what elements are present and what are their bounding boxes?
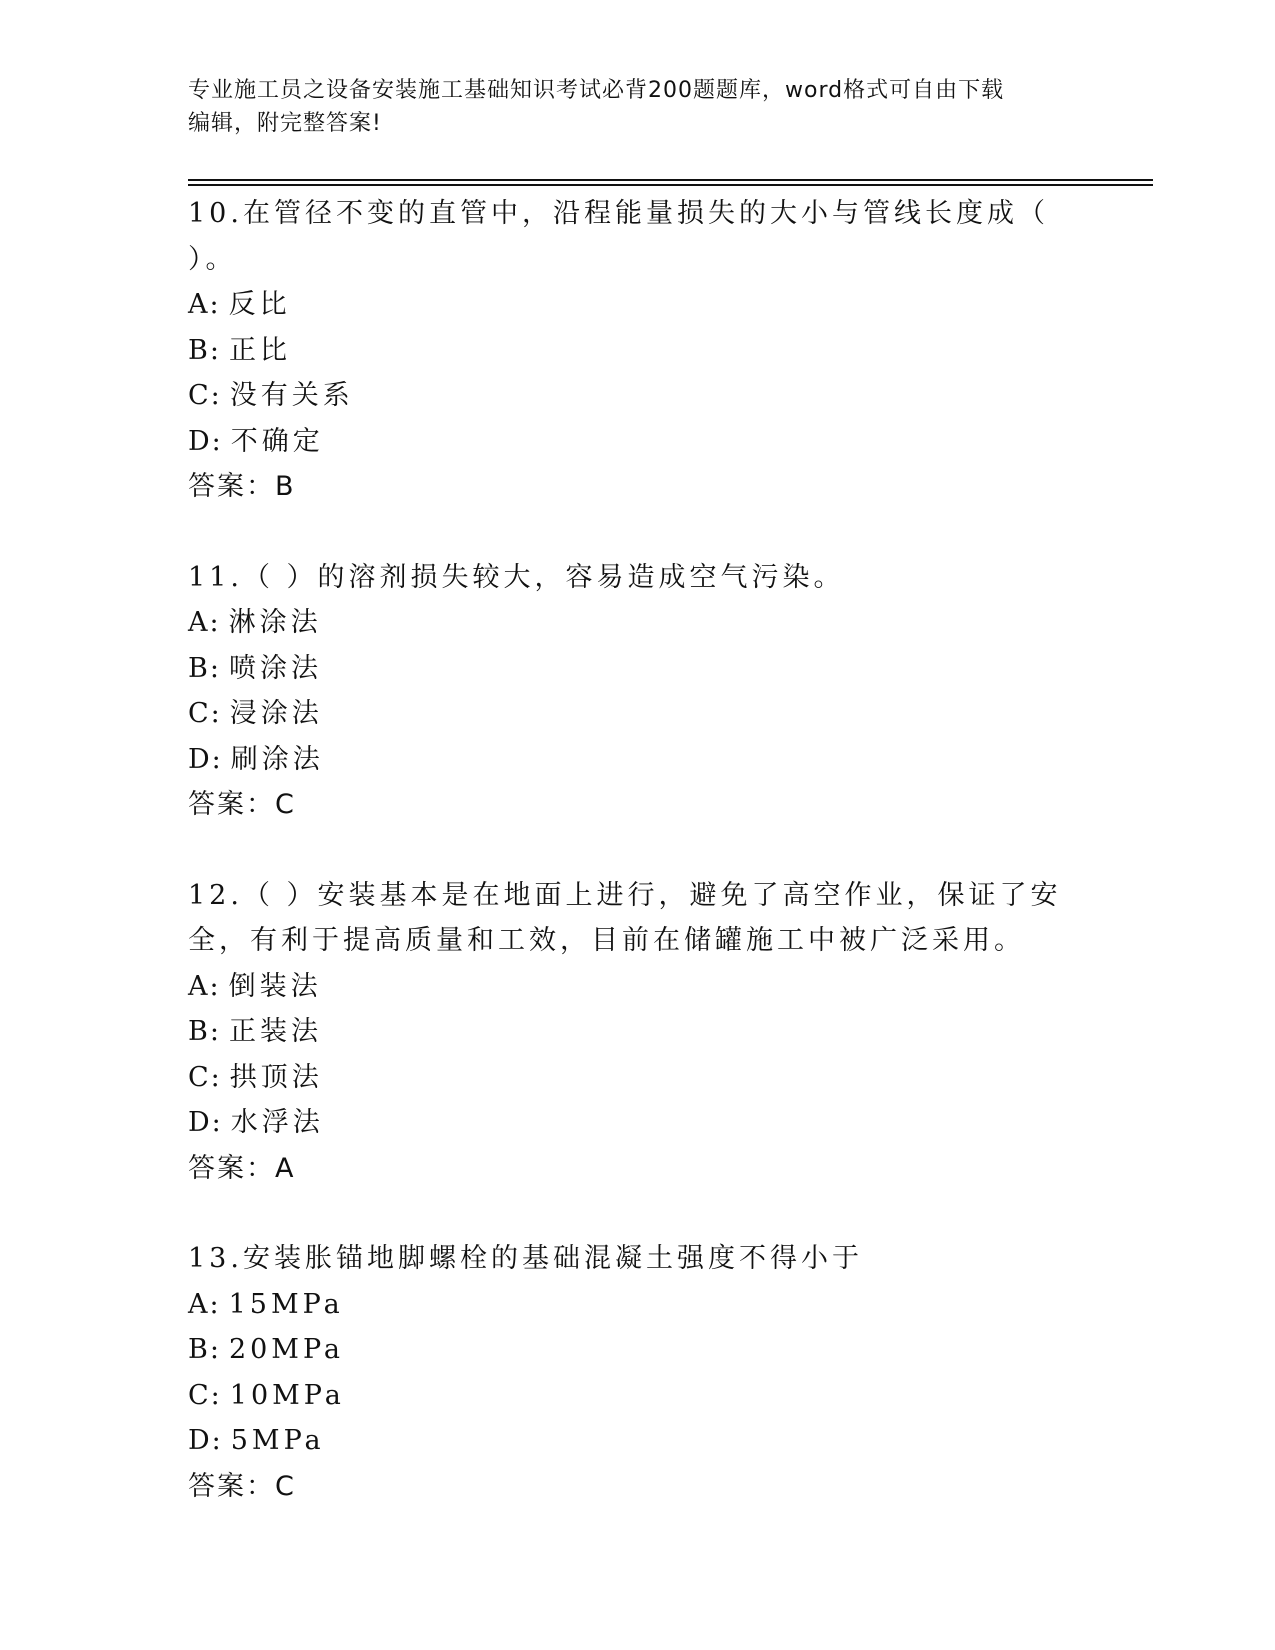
- option-text: 倒装法: [228, 970, 322, 1002]
- option-letter: B:: [188, 334, 221, 366]
- option-text: 5MPa: [230, 1425, 325, 1456]
- option-letter: C:: [188, 698, 222, 729]
- question-text: 11.（ ）的溶剂损失较大，容易造成空气污染。: [188, 561, 845, 593]
- option-text: 淋涂法: [228, 607, 322, 638]
- option-b: [188, 328, 1088, 374]
- question-text: 13.安装胀锚地脚螺栓的基础混凝土强度不得小于: [188, 1243, 863, 1274]
- option-text: 不确定: [230, 425, 324, 457]
- header-line-2: 编辑，附完整答案!: [188, 111, 382, 136]
- answer-line: 答案：C: [188, 789, 296, 820]
- answer-line: 答案：C: [188, 1470, 296, 1502]
- option-letter: A:: [188, 289, 221, 320]
- option-b: [188, 1009, 1088, 1055]
- option-letter: A:: [188, 970, 221, 1002]
- option-letter: C:: [188, 380, 222, 411]
- option-letter: B:: [188, 652, 221, 684]
- option-text: 20MPa: [228, 1334, 345, 1365]
- option-text: 浸涂法: [229, 698, 323, 729]
- question-12: [188, 873, 1088, 1192]
- option-c: [188, 1055, 1088, 1101]
- document-header: [188, 74, 1088, 140]
- option-d: [188, 1100, 1088, 1146]
- option-letter: A:: [188, 607, 221, 638]
- option-a: [188, 282, 1088, 328]
- option-text: 正装法: [228, 1016, 322, 1047]
- option-letter: D:: [188, 743, 223, 775]
- question-list: [188, 191, 1088, 1554]
- answer-line: 答案：B: [188, 471, 296, 502]
- header-divider-bottom: [188, 184, 1153, 186]
- question-11: [188, 555, 1088, 828]
- option-c: [188, 691, 1088, 737]
- option-letter: D:: [188, 1425, 223, 1456]
- option-d: [188, 1418, 1088, 1464]
- option-text: 反比: [228, 289, 291, 320]
- answer-line: 答案：A: [188, 1152, 296, 1184]
- option-text: 没有关系: [229, 380, 354, 411]
- option-d: [188, 419, 1088, 465]
- header-divider-top: [188, 179, 1153, 181]
- header-line-1: 专业施工员之设备安装施工基础知识考试必背200题题库，word格式可自由下载: [188, 78, 1005, 103]
- option-b: [188, 646, 1088, 692]
- question-text: 10.在管径不变的直管中，沿程能量损失的大小与管线长度成（ ）。: [188, 198, 1049, 275]
- question-text: 12.（ ）安装基本是在地面上进行，避免了高空作业，保证了安全，有利于提高质量和工效，目前在储罐施工中被广泛采用。: [188, 879, 1062, 956]
- option-a: [188, 600, 1088, 646]
- question-10: [188, 191, 1088, 510]
- option-a: [188, 964, 1088, 1010]
- option-c: [188, 1373, 1088, 1419]
- option-letter: B:: [188, 1016, 221, 1047]
- option-letter: C:: [188, 1379, 222, 1411]
- option-letter: D:: [188, 425, 223, 457]
- option-letter: B:: [188, 1334, 221, 1365]
- option-text: 拱顶法: [229, 1061, 323, 1093]
- question-13: [188, 1236, 1088, 1509]
- option-a: [188, 1282, 1088, 1328]
- option-text: 正比: [228, 334, 291, 366]
- option-letter: A:: [188, 1288, 221, 1320]
- option-letter: D:: [188, 1107, 223, 1138]
- option-text: 水浮法: [230, 1107, 324, 1138]
- option-d: [188, 737, 1088, 783]
- option-letter: C:: [188, 1061, 222, 1093]
- option-text: 喷涂法: [228, 652, 322, 684]
- option-text: 15MPa: [228, 1288, 344, 1320]
- option-text: 刷涂法: [230, 743, 324, 775]
- option-c: [188, 373, 1088, 419]
- option-b: [188, 1327, 1088, 1373]
- option-text: 10MPa: [229, 1379, 345, 1411]
